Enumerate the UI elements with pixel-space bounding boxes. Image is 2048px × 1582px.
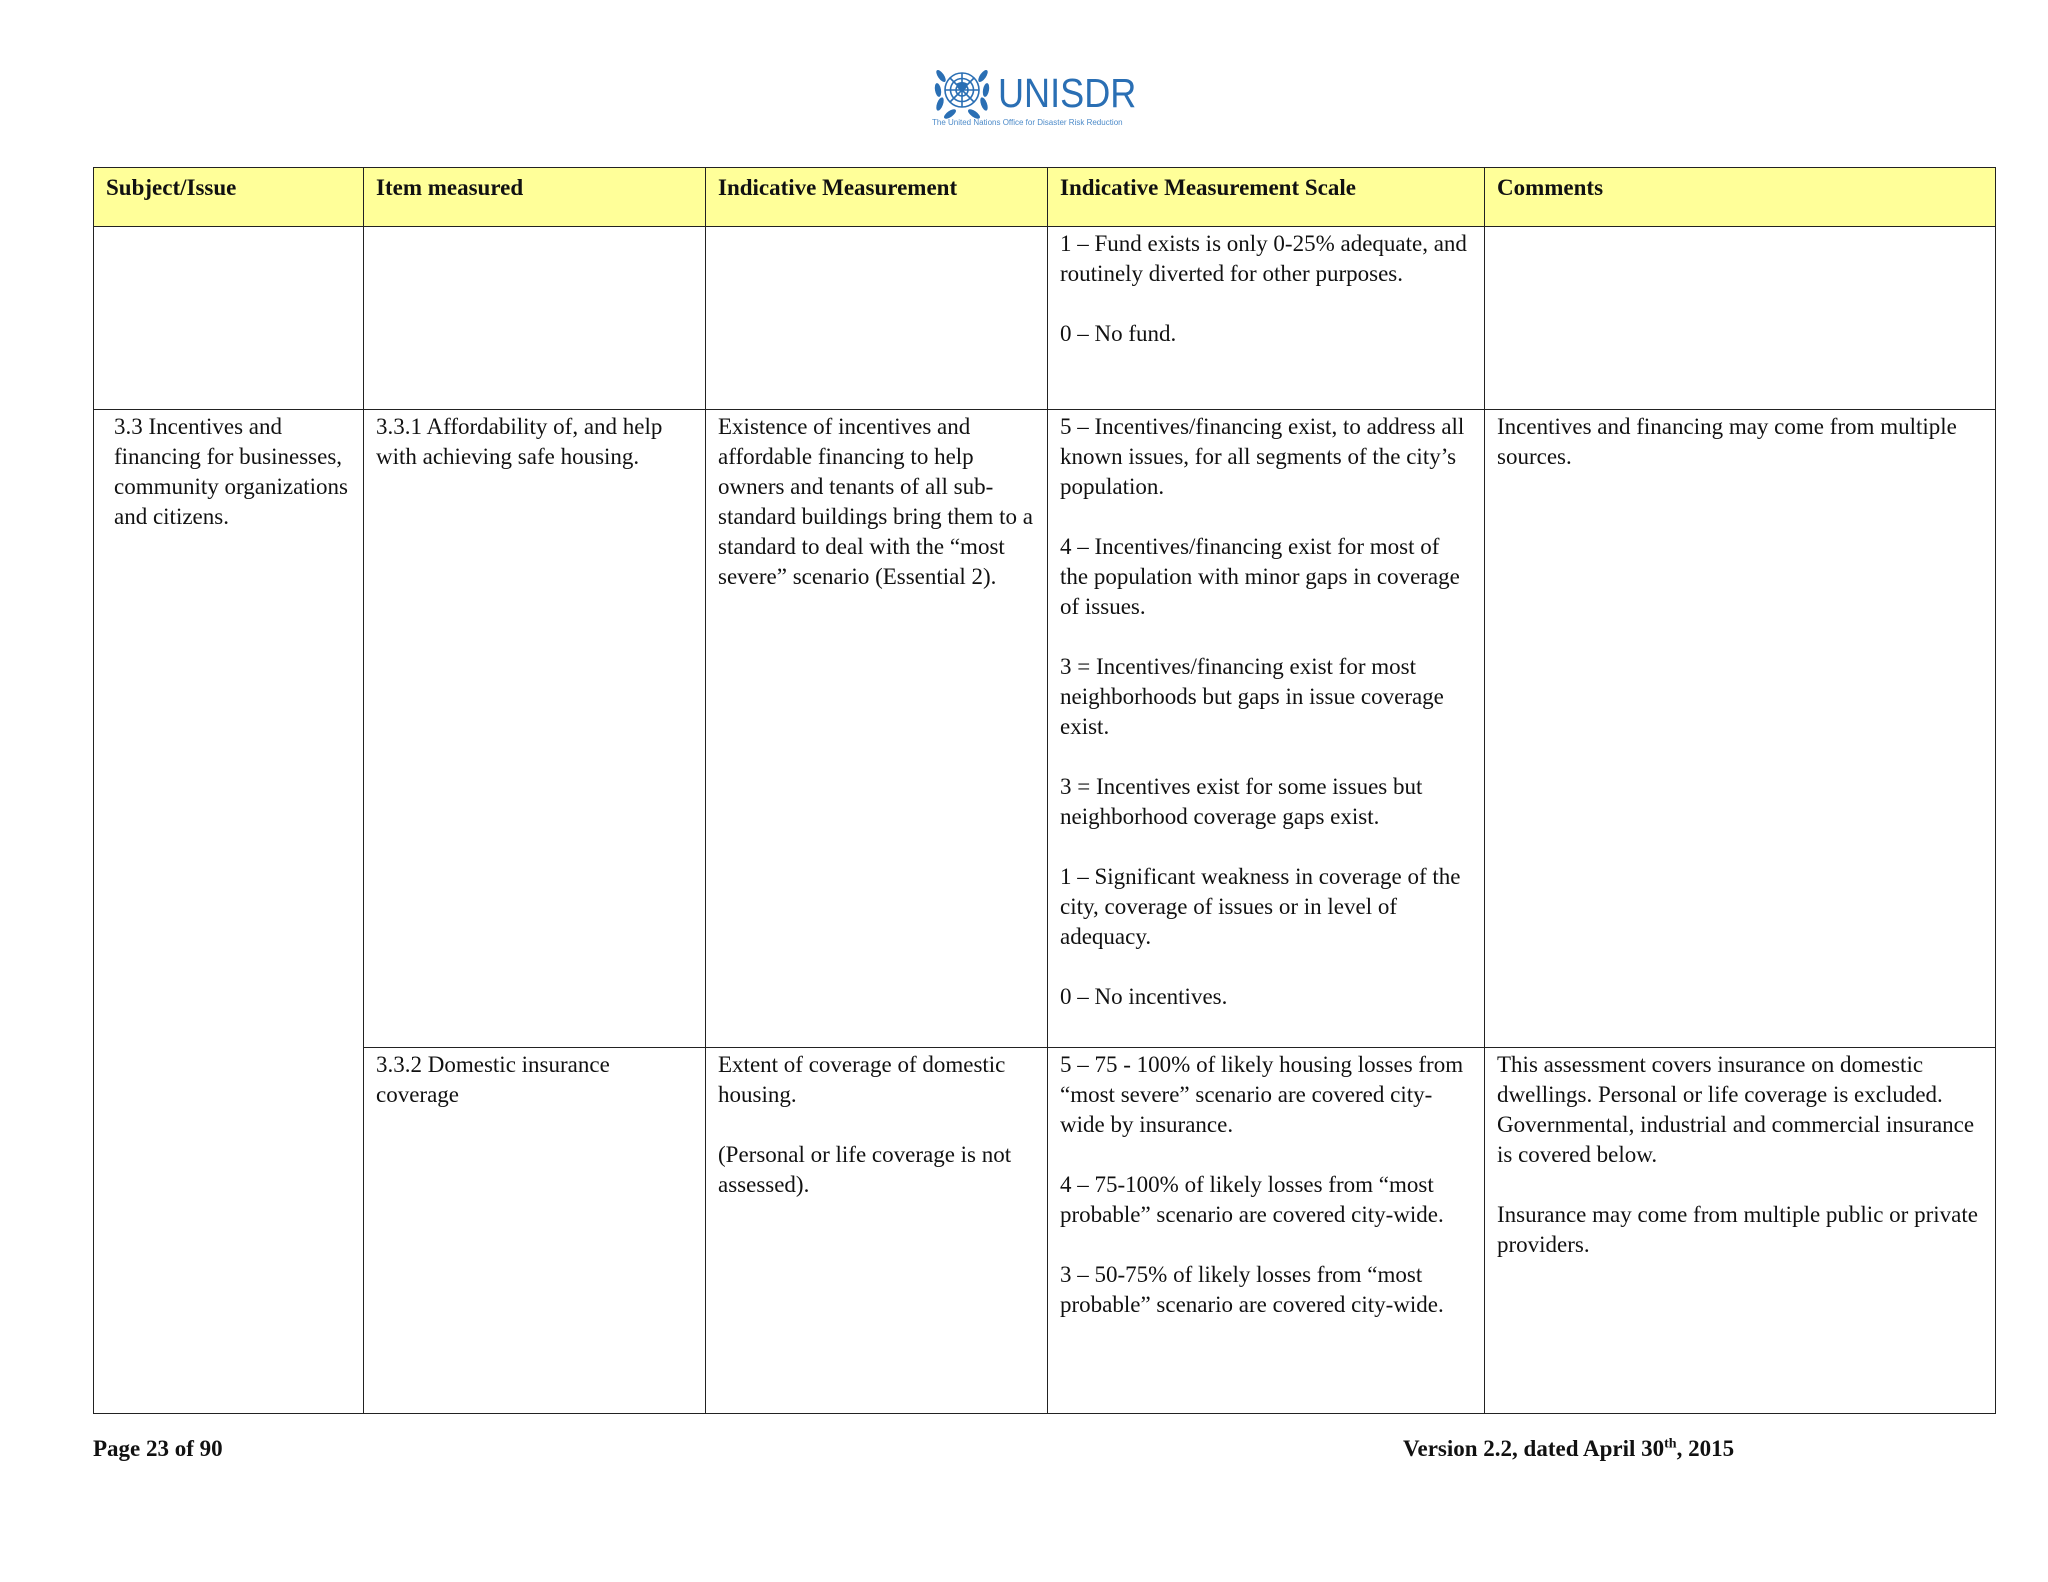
version-info xyxy=(1403,1436,1734,1462)
unisdr-logo xyxy=(930,60,1166,132)
cell-item xyxy=(364,1048,706,1414)
scale-level-3: 3 – 50-75% of likely losses from “most probable” scenario are covered city-wide. xyxy=(1060,1262,1444,1317)
scale-level-1: 1 – Fund exists is only 0-25% adequate, and routinely diverted for other purposes. xyxy=(1060,231,1467,286)
cell-measurement xyxy=(706,410,1048,1048)
comment-text: Insurance may come from multiple public or private providers. xyxy=(1497,1202,1978,1257)
scale-level-4: 4 – Incentives/financing exist for most of the population with minor gaps in coverage of issues. xyxy=(1060,534,1460,619)
header-indicative-measurement-scale: Indicative Measurement Scale xyxy=(1048,168,1485,227)
logo-wordmark: UNISDR xyxy=(998,70,1137,116)
table-row xyxy=(94,410,1996,1048)
cell-measurement-empty xyxy=(706,227,1048,410)
item-text: 3.3.2 Domestic insurance coverage xyxy=(376,1052,610,1107)
comment-text: This assessment covers insurance on domestic dwellings. Personal or life coverage is excluded. Governmental, industrial and commercial insurance is covered below. xyxy=(1497,1052,1975,1167)
version-suffix: , 2015 xyxy=(1676,1436,1735,1461)
header-item-measured: Item measured xyxy=(364,168,706,227)
item-text: 3.3.1 Affordability of, and help with achieving safe housing. xyxy=(376,414,663,469)
cell-comments xyxy=(1485,1048,1996,1414)
scale-level-1: 1 – Significant weakness in coverage of the city, coverage of issues or in level of adequacy. xyxy=(1060,864,1461,949)
measurement-text: Extent of coverage of domestic housing. xyxy=(718,1052,1006,1107)
table-row xyxy=(94,227,1996,410)
subject-text: 3.3 Incentives and financing for businesses, community organizations and citizens. xyxy=(114,414,349,529)
cell-subject xyxy=(94,410,364,1414)
header-subject-issue: Subject/Issue xyxy=(94,168,364,227)
version-sup: th xyxy=(1664,1436,1677,1452)
cell-scale xyxy=(1048,227,1485,410)
cell-measurement xyxy=(706,1048,1048,1414)
scale-level-3b: 3 = Incentives exist for some issues but neighborhood coverage gaps exist. xyxy=(1060,774,1423,829)
scale-level-4: 4 – 75-100% of likely losses from “most probable” scenario are covered city-wide. xyxy=(1060,1172,1444,1227)
cell-scale xyxy=(1048,1048,1485,1414)
cell-comments-empty xyxy=(1485,227,1996,410)
cell-item xyxy=(364,410,706,1048)
scale-level-0: 0 – No incentives. xyxy=(1060,984,1228,1009)
table-header-row xyxy=(94,168,1996,227)
measurement-text: Existence of incentives and affordable financing to help owners and tenants of all sub-standard buildings bring them to a standard to deal with the “most severe” scenario (Essential 2). xyxy=(718,414,1033,589)
page-number: Page 23 of 90 xyxy=(93,1436,223,1461)
scale-level-5: 5 – Incentives/financing exist, to address all known issues, for all segments of the city’s population. xyxy=(1060,414,1465,499)
cell-item-empty xyxy=(364,227,706,410)
cell-scale xyxy=(1048,410,1485,1048)
comment-text: Incentives and financing may come from multiple sources. xyxy=(1497,414,1957,469)
header-indicative-measurement: Indicative Measurement xyxy=(706,168,1048,227)
scale-level-3a: 3 = Incentives/financing exist for most neighborhoods but gaps in issue coverage exist. xyxy=(1060,654,1444,739)
cell-comments xyxy=(1485,410,1996,1048)
scale-level-0: 0 – No fund. xyxy=(1060,321,1177,346)
cell-subject-empty xyxy=(94,227,364,410)
scale-level-5: 5 – 75 - 100% of likely housing losses from “most severe” scenario are covered city-wide by insurance. xyxy=(1060,1052,1464,1137)
measurement-note: (Personal or life coverage is not assessed). xyxy=(718,1142,1012,1197)
header-comments: Comments xyxy=(1485,168,1996,227)
assessment-table xyxy=(93,167,1996,1414)
version-prefix: Version 2.2, dated April 30 xyxy=(1403,1436,1665,1461)
table-row xyxy=(94,1048,1996,1414)
un-emblem-icon xyxy=(930,60,994,124)
logo-tagline: The United Nations Office for Disaster Risk Reduction xyxy=(932,118,1123,127)
